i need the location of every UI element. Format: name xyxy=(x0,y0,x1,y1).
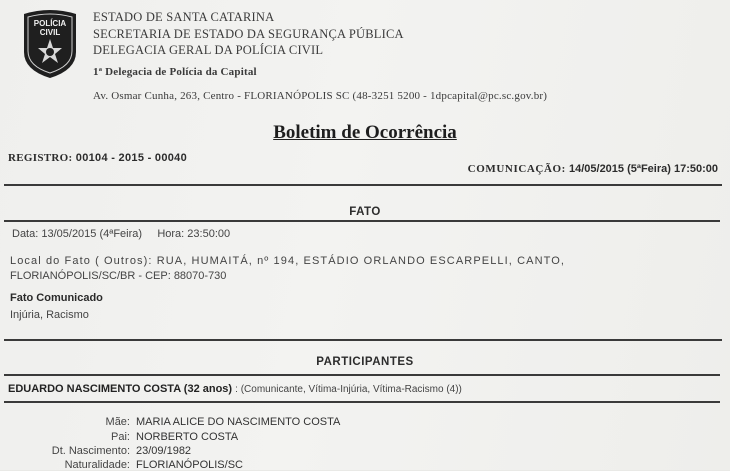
participant-roles: : (Comunicante, Vítima-Injúria, Vítima-Racismo (4)) xyxy=(235,384,462,395)
section-participantes-heading: PARTICIPANTES xyxy=(316,356,414,368)
header-secretaria: SECRETARIA DE ESTADO DA SEGURANÇA PÚBLICA xyxy=(93,27,404,41)
header-state: ESTADO DE SANTA CATARINA xyxy=(93,10,275,24)
participant-mae-label: Mãe: xyxy=(105,416,130,428)
registro xyxy=(8,152,187,164)
participant-nascimento-value: 23/09/1982 xyxy=(136,445,192,457)
fato-hora-value: 23:50:00 xyxy=(187,228,231,240)
divider xyxy=(4,339,722,341)
fato-data-label: Data: xyxy=(12,228,39,240)
participant-pai-value: NORBERTO COSTA xyxy=(136,431,239,443)
registro-label: REGISTRO: xyxy=(8,152,73,164)
participant-nascimento-label: Dt. Nascimento: xyxy=(51,445,130,457)
divider xyxy=(4,220,720,222)
policia-civil-badge xyxy=(20,8,80,80)
section-fato-heading: FATO xyxy=(349,206,381,218)
fato-comunicado-label: Fato Comunicado xyxy=(10,292,103,304)
divider xyxy=(4,374,720,376)
fato-date-row xyxy=(12,228,230,240)
participant-mae-value: MARIA ALICE DO NASCIMENTO COSTA xyxy=(136,416,341,428)
fato-local-line2: FLORIANÓPOLIS/SC/BR - CEP: 88070-730 xyxy=(10,270,227,282)
header-address: Av. Osmar Cunha, 263, Centro - FLORIANÓPOLIS SC (48-3251 5200 - 1dpcapital@pc.sc.gov.br) xyxy=(93,90,548,102)
comunicacao-label: COMUNICAÇÃO: xyxy=(467,163,566,175)
badge-line1: POLÍCIA xyxy=(33,19,67,28)
fato-comunicado-value: Injúria, Racismo xyxy=(10,309,89,321)
comunicacao-value: 14/05/2015 (5ªFeira) 17:50:00 xyxy=(568,163,718,175)
header-delegacia-capital: 1ª Delegacia de Polícia da Capital xyxy=(93,66,257,78)
header-delegacia-geral: DELEGACIA GERAL DA POLÍCIA CIVIL xyxy=(93,43,324,57)
divider xyxy=(4,401,720,403)
participant-pai-label: Pai: xyxy=(111,431,130,443)
fato-hora-label: Hora: xyxy=(157,228,185,240)
badge-line2: CIVIL xyxy=(39,28,61,37)
participant-name: EDUARDO NASCIMENTO COSTA (32 anos) xyxy=(8,383,233,395)
fato-data-value: 13/05/2015 (4ªFeira) xyxy=(41,228,143,240)
fato-local-line1: Local do Fato ( Outros): RUA, HUMAITÁ, nº 194, ESTÁDIO ORLANDO ESCARPELLI, CANTO, xyxy=(10,255,566,267)
page-title: Boletim de Ocorrência xyxy=(273,122,457,143)
participant-naturalidade-label: Naturalidade: xyxy=(64,459,130,471)
registro-value: 00104 - 2015 - 00040 xyxy=(75,152,187,164)
comunicacao xyxy=(468,163,718,175)
divider xyxy=(4,184,722,186)
participant-naturalidade-value: FLORIANÓPOLIS/SC xyxy=(136,459,243,471)
participant-header xyxy=(8,383,462,395)
